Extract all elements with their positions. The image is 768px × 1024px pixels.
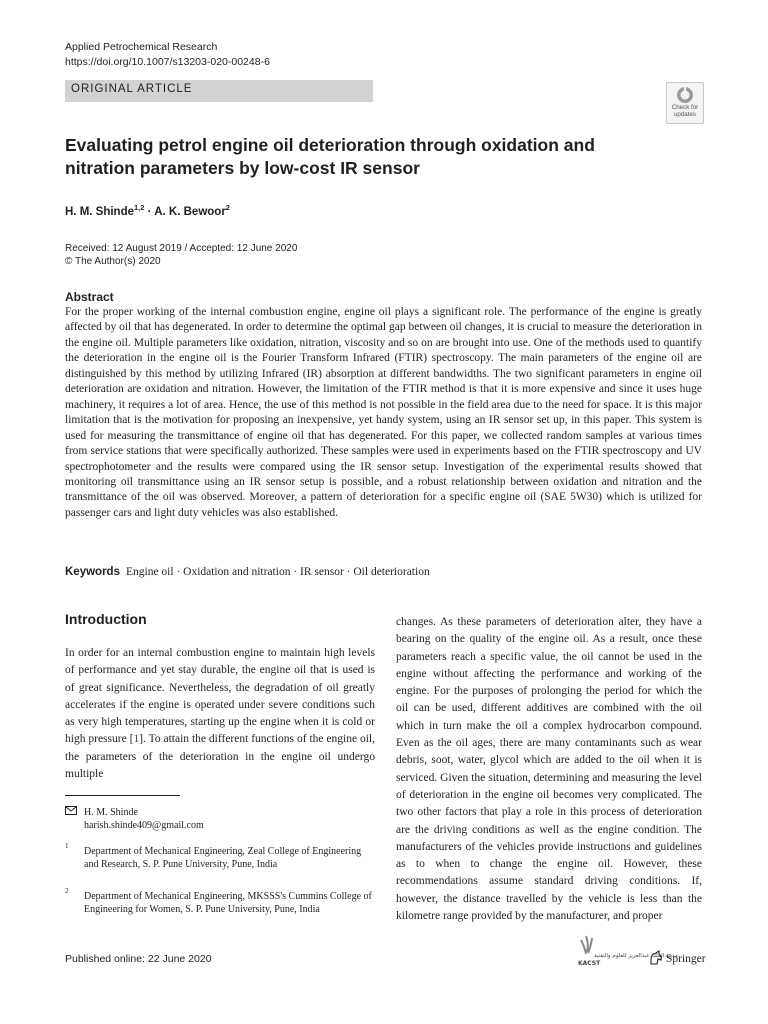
article-type-bar: [65, 80, 373, 102]
abstract-text: For the proper working of the internal combustion engine, engine oil plays a significant role. The performance of the engine is greatly affected by oil that has degenerated. In order to determine the optimal gap between oil changes, it is crucial to measure the deterioration in the engine oil. Multiple parameters like oxidation, nitration, viscosity and so on are brought into use. One of the methods used to quantify the deterioration in the engine oil is the Fourier Transform Infrared (FTIR) spectroscopy. The main parameters of the engine oil are distinguished by this method by utilizing Infrared (IR) absorption at different bandwidths. The two significant parameters in engine oil deterioration are oxidation and nitration. However, the limitation of the FTIR method is that it is more expensive and since it uses huge machinery, it requires a lot of area. Hence, the use of this method is not possible in the field area due to the need for space. It is this major limitation that is the motivation for proposing an inexpensive, yet handy system, using an IR sensor set up, in this paper. This system is used for measuring the transmittance of engine oil that has degenerated. For this paper, we collected random samples at various times from service stations that were specifically authorized. These samples were used in experiments based on the FTIR spectroscopy and UV spectrophotometer and the results were compared using the IR sensor setup. Investigation of the experimental results showed that monitoring oil transmittance using an IR sensor setup is possible, and a robust relationship between oxidation and nitration and the transmittance of the oil was observed. Moreover, a pattern of deterioration for a specific engine oil (SAE 5W30) which is utilized for passenger cars and light duty vehicles was also established.: [65, 306, 702, 519]
received-accepted-dates: Received: 12 August 2019 / Accepted: 12 June 2020: [65, 243, 298, 254]
check-for-updates-icon: [676, 86, 694, 104]
introduction-left-column: [65, 645, 375, 783]
affiliation-number: 2: [65, 887, 69, 895]
author-name[interactable]: H. M. Shinde: [65, 205, 134, 218]
author-affiliation-marker: 2: [225, 203, 230, 212]
kacst-logo: [578, 934, 678, 968]
introduction-right-column: changes. As these parameters of deterioration alter, they have a bearing on the quality of the engine oil. As a result, once these parameters reach a specific value, the oil cannot be used in the engine without affecting the performance and working of the engine. For the purposes of prolonging the period for which the oil can be used, different additives are combined with the oil which in turn make the oil a complex hydrocarbon compound. Even as the oil ages, there are many contaminants such as wear debris, soot, water, glycol which are added to the oil when it is serviced. Given the situation, determining and measuring the level of deterioration in the engine oil becomes very complicated. The two other factors that play a role in this process of deterioration are the driving conditions as well as the engine condition. The manufacturers of the vehicles provide instructions and guidelines as to when to change the engine oil. However, these recommendations assume standard driving conditions. If, however, the distance travelled by the vehicle is less than the kilometre range provided by the manufacturer, and proper: [396, 616, 702, 923]
keywords-label: Keywords: [65, 566, 120, 578]
journal-name: Applied Petrochemical Research: [65, 41, 218, 53]
affiliation-1: Department of Mechanical Engineering, Zeal College of Engineering and Research, S. P. Pune University, Pune, India: [84, 846, 362, 870]
copyright-notice: © The Author(s) 2020: [65, 256, 161, 267]
envelope-icon: [65, 806, 77, 815]
keywords-line: [65, 566, 705, 578]
intro-paragraph-part: ]. To attain the different functions of the engine oil, the parameters of the deterioration in the engine oil undergo multiple: [65, 733, 375, 781]
author-affiliation-marker: 1,2: [134, 203, 145, 212]
author-list: [65, 203, 230, 218]
affiliation-number: 1: [65, 842, 69, 850]
kacst-abbreviation: KACST: [578, 960, 601, 967]
affiliation-2: Department of Mechanical Engineering, MKSSS's Cummins College of Engineering for Women, S. P. Pune University, Pune, India: [84, 891, 372, 915]
introduction-heading: Introduction: [65, 611, 147, 627]
corresponding-author-email[interactable]: harish.shinde409@gmail.com: [84, 820, 204, 831]
abstract-heading: Abstract: [65, 290, 114, 304]
article-title: Evaluating petrol engine oil deterioration through oxidation and nitration parameters by low-cost IR sensor: [65, 135, 595, 178]
check-for-updates-label: Check for updates: [671, 104, 699, 118]
intro-paragraph-part: In order for an internal combustion engine to maintain high levels of performance and yet stay durable, the engine oil that is used is of great significance. Nevertheless, the degradation of oil greatly accelerates if the engine is operated under severe conditions such as very high temperatures, starting up the engine when it is cold or high pressure [: [65, 647, 375, 746]
author-name[interactable]: A. K. Bewoor: [154, 205, 226, 218]
check-for-updates-badge[interactable]: [666, 82, 704, 124]
kacst-arabic-name: مدينة الملك عبدالعزيز للعلوم والتقنية: [594, 953, 678, 959]
publisher-name: Springer: [666, 953, 706, 965]
doi-link[interactable]: https://doi.org/10.1007/s13203-020-00248-6: [65, 56, 270, 68]
keywords-text: Engine oil · Oxidation and nitration · IR sensor · Oil deterioration: [125, 566, 430, 578]
footnote-divider: [65, 795, 180, 796]
published-online-date: Published online: 22 June 2020: [65, 953, 212, 965]
citation-link[interactable]: 1: [133, 733, 140, 746]
springer-horse-icon: [648, 950, 664, 966]
corresponding-author-name: H. M. Shinde: [84, 807, 138, 818]
article-type-label: ORIGINAL ARTICLE: [71, 83, 193, 95]
author-separator: ·: [144, 205, 155, 218]
